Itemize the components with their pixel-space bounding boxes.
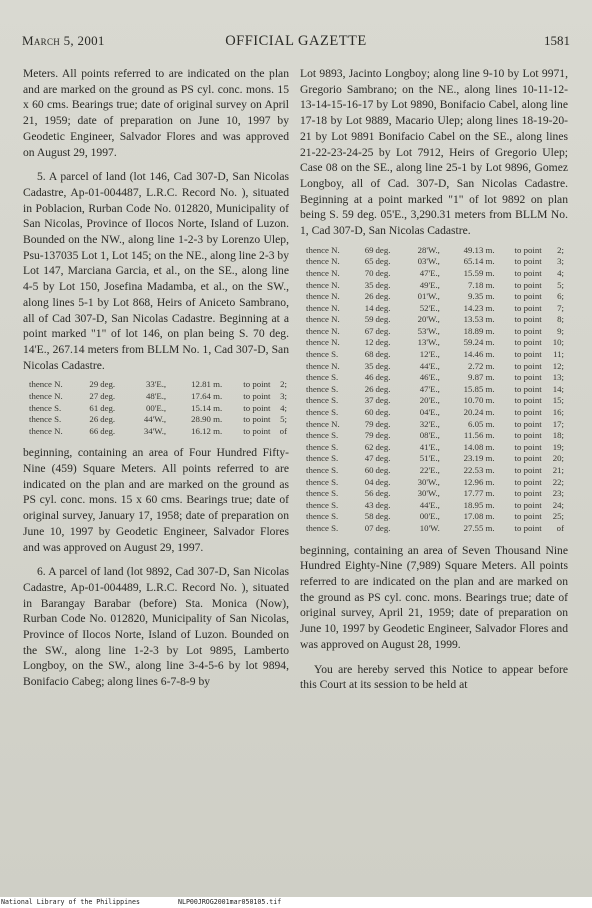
bearing-cell: deg. bbox=[375, 465, 391, 476]
bearing-cell: thence N. bbox=[306, 325, 340, 336]
bearing-cell: deg. bbox=[100, 414, 116, 425]
bearing-cell: 20.24 m. bbox=[463, 407, 495, 418]
bearing-cell: 32'E., bbox=[419, 418, 440, 429]
bearing-cell: 2; bbox=[280, 379, 287, 390]
bearing-cell: thence N. bbox=[306, 314, 340, 325]
bearing-cell: thence S. bbox=[306, 465, 339, 476]
bearing-cell: 10.70 m. bbox=[463, 395, 495, 406]
bearing-cell: 14.23 m. bbox=[463, 302, 495, 313]
bearing-cell: thence S. bbox=[306, 407, 339, 418]
bearing-cell: 52'E., bbox=[419, 302, 440, 313]
bearing-cell: 37 bbox=[364, 395, 374, 406]
bearing-cell: deg. bbox=[100, 379, 116, 390]
right-column bbox=[300, 66, 568, 693]
bearing-row bbox=[306, 314, 564, 326]
bearing-cell: 12.81 m. bbox=[191, 379, 223, 390]
bearing-cell: deg. bbox=[375, 325, 391, 336]
bearing-cell: to point bbox=[514, 453, 542, 464]
bearing-row bbox=[29, 414, 287, 426]
bearing-cell: 47'E., bbox=[419, 267, 440, 278]
bearing-cell: 51'E., bbox=[419, 453, 440, 464]
bearing-cell: to point bbox=[514, 441, 542, 452]
footer-filename: NLP00JROG2001mar050105.tif bbox=[178, 898, 282, 906]
bearing-cell: 17.64 m. bbox=[191, 390, 223, 401]
bearing-cell: 21; bbox=[552, 465, 564, 476]
bearing-cell: thence S. bbox=[306, 476, 339, 487]
bearing-cell: 6.05 m. bbox=[467, 418, 495, 429]
bearing-cell: 56 bbox=[364, 488, 374, 499]
bearing-cell: 04'E., bbox=[419, 407, 440, 418]
bearing-cell: deg. bbox=[375, 302, 391, 313]
bearing-cell: 33'E., bbox=[145, 379, 167, 390]
bearing-cell: 08'E., bbox=[419, 430, 440, 441]
bearing-cell: 13'W., bbox=[417, 337, 440, 348]
bearing-cell: thence N. bbox=[306, 267, 340, 278]
bearing-cell: thence N. bbox=[306, 244, 340, 255]
bearing-cell: deg. bbox=[375, 476, 391, 487]
bearing-cell: 3; bbox=[557, 256, 564, 267]
bearing-cell: thence N. bbox=[306, 279, 340, 290]
bearing-cell: to point bbox=[514, 325, 542, 336]
bearing-cell: thence N. bbox=[29, 390, 63, 401]
left-bearings-table bbox=[29, 379, 287, 437]
bearing-cell: deg. bbox=[100, 402, 116, 413]
bearing-cell: 13; bbox=[552, 372, 564, 383]
bearing-cell: 44'E., bbox=[419, 360, 440, 371]
bearing-cell: deg. bbox=[100, 425, 116, 436]
bearing-cell: 44'E., bbox=[419, 499, 440, 510]
bearing-cell: 46 bbox=[364, 372, 374, 383]
bearing-cell: deg. bbox=[375, 430, 391, 441]
bearing-row bbox=[306, 430, 564, 442]
bearing-row bbox=[306, 523, 564, 535]
bearing-cell: 65 bbox=[364, 256, 374, 267]
bearing-cell: thence S. bbox=[29, 414, 62, 425]
bearing-cell: to point bbox=[514, 372, 542, 383]
bearing-cell: 19; bbox=[552, 441, 564, 452]
bearing-cell: 3; bbox=[280, 390, 287, 401]
bearing-cell: thence S. bbox=[306, 522, 339, 533]
bearing-cell: 23.19 m. bbox=[463, 453, 495, 464]
bearing-cell: 01'W., bbox=[417, 291, 440, 302]
bearing-cell: to point bbox=[514, 488, 542, 499]
bearing-cell: 4; bbox=[280, 402, 287, 413]
bearing-cell: deg. bbox=[375, 349, 391, 360]
bearing-cell: 4; bbox=[557, 267, 564, 278]
bearing-cell: 79 bbox=[364, 430, 374, 441]
bearing-cell: 14.46 m. bbox=[463, 349, 495, 360]
bearing-cell: 47 bbox=[364, 453, 374, 464]
bearing-row bbox=[306, 395, 564, 407]
bearing-cell: deg. bbox=[375, 372, 391, 383]
bearing-row bbox=[306, 337, 564, 349]
bearing-cell: thence S. bbox=[306, 349, 339, 360]
bearing-cell: to point bbox=[514, 511, 542, 522]
bearing-cell: deg. bbox=[375, 279, 391, 290]
bearing-cell: deg. bbox=[375, 244, 391, 255]
bearing-row bbox=[29, 426, 287, 438]
bearing-cell: 18.89 m. bbox=[463, 325, 495, 336]
bearing-cell: to point bbox=[243, 425, 271, 436]
bearing-cell: 16.12 m. bbox=[191, 425, 223, 436]
bearing-cell: 62 bbox=[364, 441, 374, 452]
bearing-cell: to point bbox=[514, 349, 542, 360]
bearing-row bbox=[306, 280, 564, 292]
bearing-cell: 58 bbox=[364, 511, 374, 522]
bearing-cell: 22; bbox=[552, 476, 564, 487]
bearing-cell: 66 bbox=[89, 425, 99, 436]
bearing-cell: thence N. bbox=[306, 291, 340, 302]
bearing-row bbox=[306, 442, 564, 454]
bearing-cell: to point bbox=[514, 256, 542, 267]
bearing-cell: 67 bbox=[364, 325, 374, 336]
bearing-cell: 22'E., bbox=[419, 465, 440, 476]
bearing-cell: 17; bbox=[552, 418, 564, 429]
bearing-cell: to point bbox=[514, 314, 542, 325]
bearing-row bbox=[29, 403, 287, 415]
bearing-row bbox=[29, 391, 287, 403]
bearing-cell: deg. bbox=[100, 390, 116, 401]
bearing-cell: 7; bbox=[557, 302, 564, 313]
bearing-cell: thence S. bbox=[306, 488, 339, 499]
bearing-row bbox=[306, 477, 564, 489]
bearing-cell: 70 bbox=[364, 267, 374, 278]
bearing-cell: 18.95 m. bbox=[463, 499, 495, 510]
bearing-cell: deg. bbox=[375, 511, 391, 522]
bearing-cell: deg. bbox=[375, 499, 391, 510]
bearing-cell: 60 bbox=[364, 407, 374, 418]
bearing-cell: to point bbox=[243, 402, 271, 413]
bearing-cell: to point bbox=[514, 267, 542, 278]
bearing-cell: 14 bbox=[364, 302, 374, 313]
bearing-cell: deg. bbox=[375, 314, 391, 325]
bearing-cell: to point bbox=[514, 337, 542, 348]
bearing-cell: 20'W., bbox=[417, 314, 440, 325]
bearing-row bbox=[306, 419, 564, 431]
bearing-cell: deg. bbox=[375, 337, 391, 348]
bearing-cell: 60 bbox=[364, 465, 374, 476]
bearing-cell: 6; bbox=[557, 291, 564, 302]
bearing-cell: thence S. bbox=[306, 499, 339, 510]
bearing-row bbox=[306, 511, 564, 523]
bearing-cell: 23; bbox=[552, 488, 564, 499]
bearing-cell: 10'W. bbox=[419, 522, 440, 533]
bearing-cell: 17.08 m. bbox=[463, 511, 495, 522]
bearing-cell: deg. bbox=[375, 522, 391, 533]
bearing-cell: thence S. bbox=[306, 441, 339, 452]
bearing-cell: 61 bbox=[89, 402, 99, 413]
bearing-cell: thence S. bbox=[306, 372, 339, 383]
bearing-cell: 07 bbox=[364, 522, 374, 533]
bearing-cell: to point bbox=[514, 360, 542, 371]
bearing-cell: 28'W., bbox=[417, 244, 440, 255]
bearing-cell: 00'E., bbox=[145, 402, 167, 413]
bearing-cell: 15.85 m. bbox=[463, 383, 495, 394]
bearing-cell: 9.87 m. bbox=[467, 372, 495, 383]
bearing-cell: 26 bbox=[364, 383, 374, 394]
bearing-cell: thence N. bbox=[29, 379, 63, 390]
header-title: OFFICIAL GAZETTE bbox=[225, 33, 367, 49]
bearing-cell: deg. bbox=[375, 291, 391, 302]
bearing-row bbox=[306, 407, 564, 419]
bearing-cell: 29 bbox=[89, 379, 99, 390]
bearing-cell: 59.24 m. bbox=[463, 337, 495, 348]
bearing-cell: 17.77 m. bbox=[463, 488, 495, 499]
bearing-cell: 25; bbox=[552, 511, 564, 522]
bearing-cell: deg. bbox=[375, 395, 391, 406]
bearing-cell: to point bbox=[514, 407, 542, 418]
bearing-cell: to point bbox=[514, 395, 542, 406]
header-page-number: 1581 bbox=[544, 33, 570, 48]
bearing-cell: to point bbox=[514, 291, 542, 302]
bearing-cell: thence N. bbox=[306, 360, 340, 371]
bearing-cell: 34'W., bbox=[143, 425, 167, 436]
bearing-cell: 22.53 m. bbox=[463, 465, 495, 476]
left-paragraph-3: beginning, containing an area of Four Hundred Fifty-Nine (459) Square Meters. All points referred to are indicated on the plan and are marked on the ground as PS cyl. conc. mons. 15 x 60 cms. Bearings true; date of original survey, January 17, 1958; date of preparation on June 10, 1997 by Geodetic Engineer, Salvador Flores and was approved on August 29, 1997. bbox=[23, 446, 289, 554]
bearing-cell: deg. bbox=[375, 418, 391, 429]
bearing-cell: 14.08 m. bbox=[463, 441, 495, 452]
right-bearings-table bbox=[306, 245, 564, 535]
right-paragraph-3: You are hereby served this Notice to appear before this Court at its session to be held at bbox=[300, 662, 568, 692]
bearing-cell: 7.18 m. bbox=[467, 279, 495, 290]
bearing-cell: 68 bbox=[364, 349, 374, 360]
bearing-cell: 5; bbox=[280, 414, 287, 425]
bearing-cell: thence S. bbox=[306, 453, 339, 464]
right-paragraph-1: Lot 9893, Jacinto Longboy; along line 9-10 by Lot 9971, Gregorio Sambrano; on the NE., along lines 10-11-12-13-14-15-16-17 by Lot 9890, Bonifacio Cabel, along line 17-18 by Lot 9889, Macario Ulep; along lines 18-19-20-21 by Lot 9891 Bonifacio Cabel on the SE., along lines 21-22-23-24-25 by Lot 7912, Heirs of Gregorio Ulep; Case 08 on the SE., along line 25-1 by Lot 9896, Gomez Longboy, all of Cad. 307-D, San Nicolas Cadastre. Beginning at a point marked "1" of lot 9892 on plan being S. 59 deg. 05'E., 3,290.31 meters from BLLM No. 1, Cad 307-D, San Nicolas Cadastre. bbox=[300, 67, 568, 238]
bearing-cell: 18; bbox=[552, 430, 564, 441]
scan-footer bbox=[0, 897, 592, 908]
bearing-cell: 49.13 m. bbox=[463, 244, 495, 255]
left-paragraph-1: Meters. All points referred to are indicated on the plan and are marked on the ground as PS cyl. conc. mons. 15 x 60 cms. Bearings true; date of original survey on April 21, 1959; date of preparation on June 10, 1997 by Geodetic Engineer, Salvador Flores and was approved on August 29, 1997. bbox=[23, 67, 289, 159]
bearing-row bbox=[306, 256, 564, 268]
bearing-cell: deg. bbox=[375, 407, 391, 418]
bearing-cell: thence N. bbox=[306, 337, 340, 348]
bearing-cell: to point bbox=[514, 383, 542, 394]
bearing-cell: 26 bbox=[364, 291, 374, 302]
left-paragraph-4: 6. A parcel of land (lot 9892, Cad 307-D, San Nicolas Cadastre, Ap-01-004489, L.R.C. Record No. ), situated in Barangay Barabar (before) Sta. Monica (Now), Rurban Code No. 012820, Municipality of San Nicolas, Province of Ilocos Norte, Island of Luzon. Bounded on the SW., along line 1-2-3 by Lot 9895, Lamberto Longboy, on the SW., along line 3-4-5-6 by lot 9894, Bonifacio Cabeg; along lines 6-7-8-9 by bbox=[23, 565, 289, 689]
bearing-cell: of bbox=[556, 522, 564, 533]
bearing-cell: 65.14 m. bbox=[463, 256, 495, 267]
bearing-cell: 53'W., bbox=[417, 325, 440, 336]
bearing-cell: 27.55 m. bbox=[463, 522, 495, 533]
bearing-cell: deg. bbox=[375, 256, 391, 267]
bearing-cell: deg. bbox=[375, 488, 391, 499]
bearing-cell: 11; bbox=[553, 349, 564, 360]
bearing-cell: 59 bbox=[364, 314, 374, 325]
bearing-cell: 8; bbox=[557, 314, 564, 325]
bearing-cell: 13.53 m. bbox=[463, 314, 495, 325]
bearing-row bbox=[306, 361, 564, 373]
bearing-row bbox=[306, 268, 564, 280]
left-column bbox=[23, 66, 289, 690]
bearing-cell: thence S. bbox=[306, 430, 339, 441]
bearing-cell: to point bbox=[514, 244, 542, 255]
bearing-cell: 79 bbox=[364, 418, 374, 429]
bearing-cell: 16; bbox=[552, 407, 564, 418]
bearing-row bbox=[306, 465, 564, 477]
header-date: March 5, 2001 bbox=[22, 33, 105, 48]
bearing-cell: 11.56 m. bbox=[463, 430, 495, 441]
bearing-row bbox=[306, 488, 564, 500]
bearing-cell: to point bbox=[243, 414, 271, 425]
bearing-cell: thence S. bbox=[306, 383, 339, 394]
bearing-row bbox=[306, 303, 564, 315]
bearing-cell: 46'E., bbox=[419, 372, 440, 383]
bearing-cell: thence N. bbox=[306, 256, 340, 267]
bearing-cell: 15.14 m. bbox=[191, 402, 223, 413]
bearing-cell: 44'W., bbox=[143, 414, 167, 425]
bearing-row bbox=[306, 384, 564, 396]
bearing-row bbox=[306, 245, 564, 257]
bearing-cell: 12; bbox=[552, 360, 564, 371]
bearing-cell: deg. bbox=[375, 453, 391, 464]
bearing-cell: 47'E., bbox=[419, 383, 440, 394]
bearing-cell: 35 bbox=[364, 279, 374, 290]
bearing-row bbox=[306, 453, 564, 465]
bearing-cell: of bbox=[279, 425, 287, 436]
bearing-cell: to point bbox=[243, 390, 271, 401]
bearing-cell: 20; bbox=[552, 453, 564, 464]
bearing-cell: thence N. bbox=[306, 418, 340, 429]
page-header bbox=[22, 33, 570, 53]
bearing-cell: 12.96 m. bbox=[463, 476, 495, 487]
bearing-cell: 5; bbox=[557, 279, 564, 290]
bearing-cell: 30'W., bbox=[417, 488, 440, 499]
bearing-row bbox=[306, 291, 564, 303]
bearing-cell: 2; bbox=[557, 244, 564, 255]
right-paragraph-2: beginning, containing an area of Seven Thousand Nine Hundred Eighty-Nine (7,989) Square Meters. All points referred to are indicated on the plan and are marked on the ground as PS cyl. conc. mons. Bearings true; date of original survey, April 21, 1959; date of preparation on June 10, 1997 by Geodetic Engineer, Salvador Flores and was approved on August 28, 1999. bbox=[300, 543, 568, 651]
bearing-row bbox=[306, 349, 564, 361]
bearing-cell: thence S. bbox=[306, 511, 339, 522]
bearing-cell: 9.35 m. bbox=[467, 291, 495, 302]
bearing-cell: 03'W., bbox=[417, 256, 440, 267]
bearing-cell: 9; bbox=[557, 325, 564, 336]
bearing-cell: 28.90 m. bbox=[191, 414, 223, 425]
bearing-cell: deg. bbox=[375, 360, 391, 371]
bearing-cell: 41'E., bbox=[419, 441, 440, 452]
bearing-cell: to point bbox=[514, 302, 542, 313]
bearing-cell: thence S. bbox=[306, 395, 339, 406]
bearing-cell: 43 bbox=[364, 499, 374, 510]
bearing-cell: 24; bbox=[552, 499, 564, 510]
bearing-cell: 15; bbox=[552, 395, 564, 406]
bearing-cell: 49'E., bbox=[419, 279, 440, 290]
bearing-cell: 14; bbox=[552, 383, 564, 394]
bearing-cell: deg. bbox=[375, 383, 391, 394]
bearing-cell: to point bbox=[514, 418, 542, 429]
bearing-cell: to point bbox=[514, 465, 542, 476]
left-paragraph-2: 5. A parcel of land (lot 146, Cad 307-D, San Nicolas Cadastre, Ap-01-004487, L.R.C. Record No. ), situated in Poblacion, Rurban Code No. 012820, Municipality of San Nicolas, Province of Ilocos Norte, Island of Luzon. Bounded on the NW., along line 1-2-3 by Lorenzo Ulep, Psu-137035 Lot 1, Lot 145; on the NE., along line 2-3 by Lot 147, Marciana Garcia, et al., on the SE., along line 4-5 by Lot 150, Josefina Madamba, et al., on the SW., along lines 5-1 by Lot 868, Heirs of Aniceto Sambrano, all of Cad 307-D, San Nicolas Cadastre. Beginning at a point marked "1" of lot 146, on plan being S. 70 deg. 14'E., 267.14 meters from BLLM No. 1, Cad 307-D, San Nicolas Cadastre. bbox=[23, 170, 289, 372]
bearing-cell: to point bbox=[514, 279, 542, 290]
bearing-cell: 12 bbox=[364, 337, 374, 348]
bearing-row bbox=[306, 326, 564, 338]
bearing-cell: 26 bbox=[89, 414, 99, 425]
footer-library: National Library of the Philippines bbox=[1, 898, 140, 906]
bearing-cell: 12'E., bbox=[419, 349, 440, 360]
bearing-cell: thence S. bbox=[29, 402, 62, 413]
bearing-row bbox=[306, 372, 564, 384]
bearing-cell: 30'W., bbox=[417, 476, 440, 487]
bearing-cell: 2.72 m. bbox=[467, 360, 495, 371]
bearing-cell: thence N. bbox=[29, 425, 63, 436]
bearing-row bbox=[306, 500, 564, 512]
bearing-cell: 00'E., bbox=[419, 511, 440, 522]
bearing-cell: to point bbox=[514, 522, 542, 533]
bearing-cell: 04 bbox=[364, 476, 374, 487]
bearing-cell: to point bbox=[514, 476, 542, 487]
bearing-cell: 10; bbox=[552, 337, 564, 348]
bearing-cell: 15.59 m. bbox=[463, 267, 495, 278]
bearing-cell: to point bbox=[514, 499, 542, 510]
bearing-cell: to point bbox=[514, 430, 542, 441]
bearing-row bbox=[29, 379, 287, 391]
bearing-cell: deg. bbox=[375, 267, 391, 278]
bearing-cell: thence N. bbox=[306, 302, 340, 313]
bearing-cell: 20'E., bbox=[419, 395, 440, 406]
bearing-cell: 27 bbox=[89, 390, 99, 401]
bearing-cell: deg. bbox=[375, 441, 391, 452]
bearing-cell: 35 bbox=[364, 360, 374, 371]
bearing-cell: 48'E., bbox=[145, 390, 167, 401]
bearing-cell: to point bbox=[243, 379, 271, 390]
bearing-cell: 69 bbox=[364, 244, 374, 255]
